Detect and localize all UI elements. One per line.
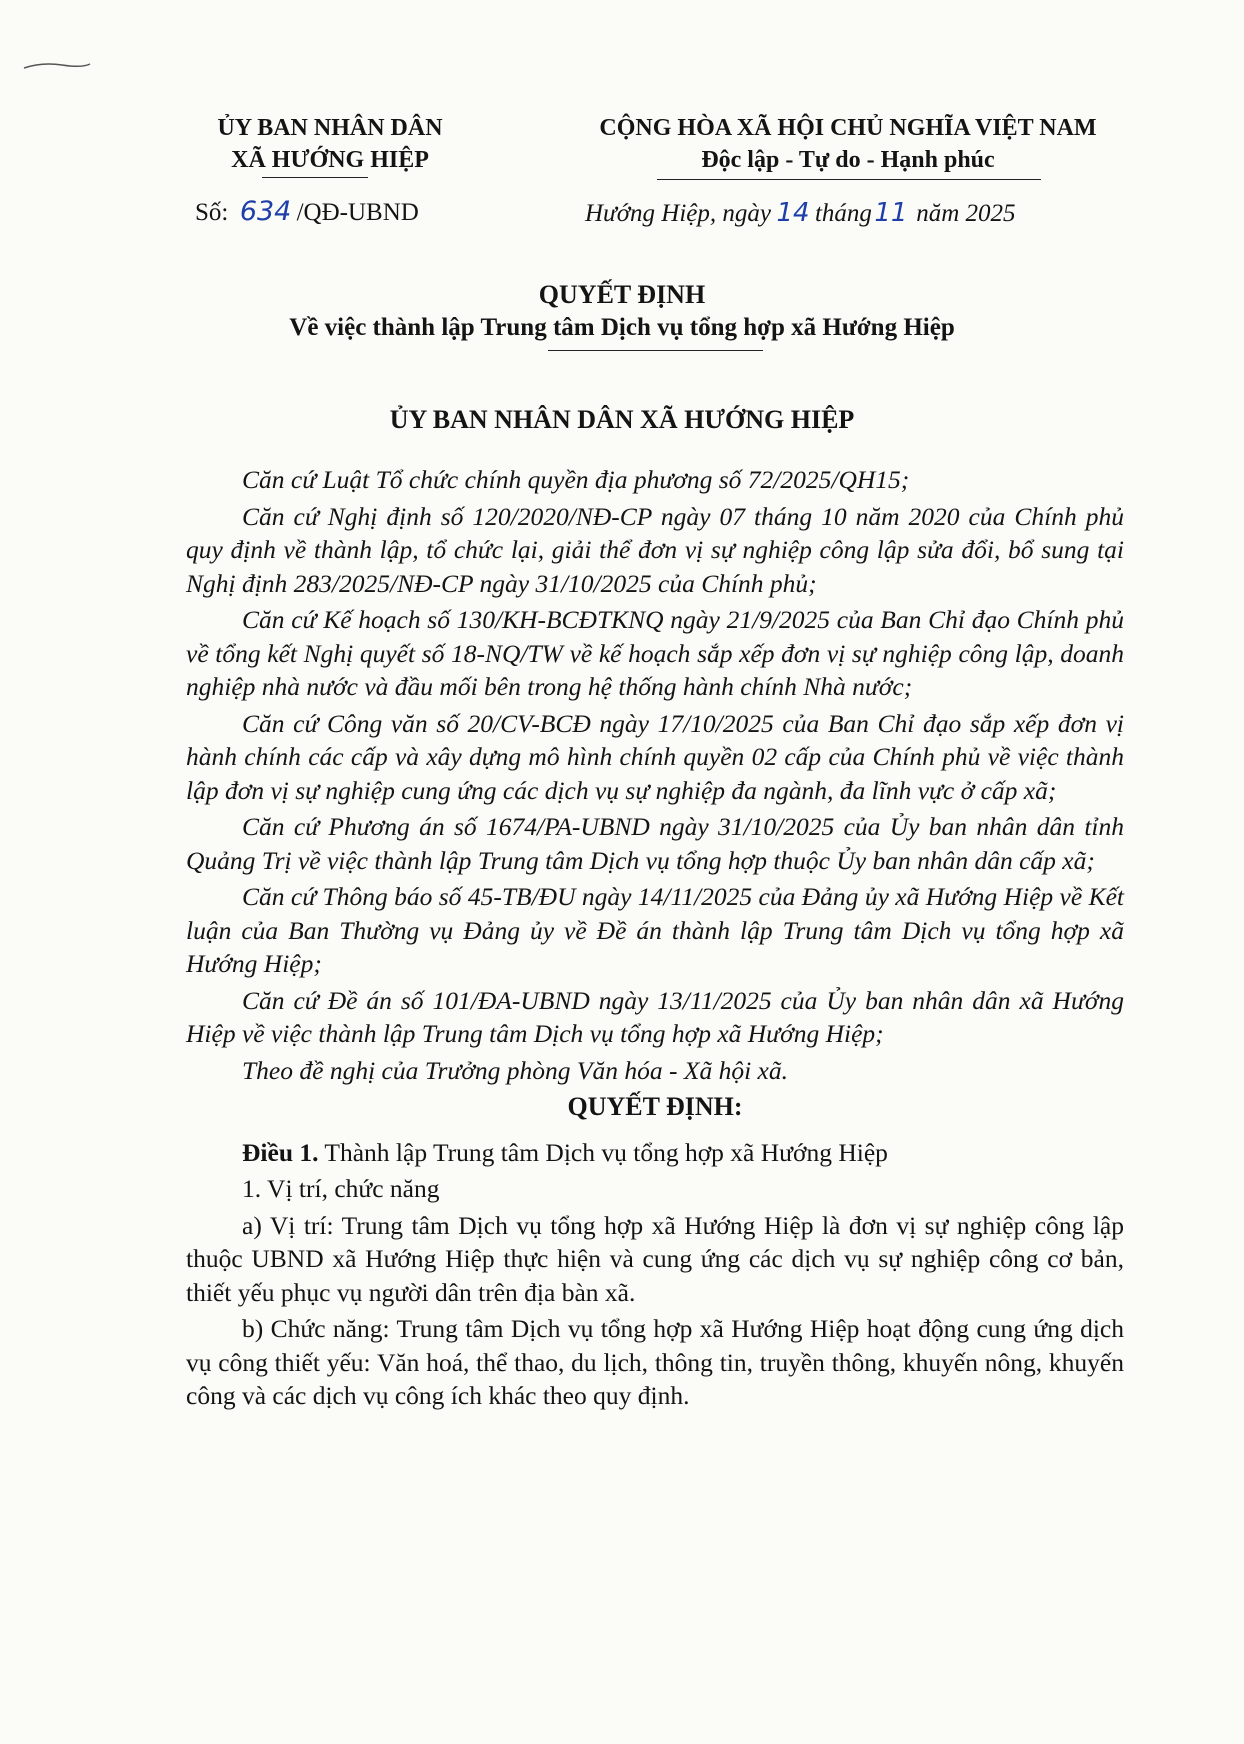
- decision-heading: QUYẾT ĐỊNH:: [567, 1092, 743, 1121]
- number-suffix: /QĐ-UBND: [296, 199, 419, 226]
- decision-authority: ỦY BAN NHÂN DÂN XÃ HƯỚNG HIỆP: [389, 405, 855, 434]
- date-month-label: tháng: [814, 200, 872, 227]
- subtitle-underline: [548, 350, 763, 351]
- authority-line-1: ỦY BAN NHÂN DÂN: [217, 115, 443, 141]
- article-1-item-a: a) Vị trí: Trung tâm Dịch vụ tổng hợp xã Hướng Hiệp là đơn vị sự nghiệp công lập thuộc UBND xã Hướng Hiệp thực hiện và cung ứng các dịch vụ sự nghiệp công cơ bản, thiết yếu phục vụ người dân trên địa bàn xã.: [186, 1210, 1124, 1307]
- country-name: CỘNG HÒA XÃ HỘI CHỦ NGHĨA VIỆT NAM: [599, 115, 1097, 141]
- article-1-section-1: 1. Vị trí, chức năng: [242, 1174, 440, 1203]
- handwritten-number: 634: [239, 196, 292, 227]
- document-body: [186, 463, 1124, 1416]
- handwritten-day: 14: [776, 198, 810, 228]
- proposal-line: Theo đề nghị của Trưởng phòng Văn hóa - Xã hội xã.: [242, 1055, 788, 1085]
- article-1-item-b: b) Chức năng: Trung tâm Dịch vụ tổng hợp xã Hướng Hiệp hoạt động cung ứng dịch vụ công thiết yếu: Văn hoá, thể thao, du lịch, thông tin, truyền thông, khuyến nông, khuyến công và các dịch vụ công ích khác theo quy định.: [186, 1314, 1124, 1410]
- motto-underline: [657, 179, 1041, 180]
- date-place: Hướng Hiệp, ngày: [585, 200, 771, 227]
- national-heading: [548, 112, 1148, 176]
- basis-item: Căn cứ Công văn số 20/CV-BCĐ ngày 17/10/2025 của Ban Chỉ đạo sắp xếp đơn vị hành chính các cấp và xây dựng mô hình chính quyền 02 cấp của Chính phủ về việc thành lập đơn vị sự nghiệp cung ứng các dịch vụ sự nghiệp đa ngành, đa lĩnh vực ở cấp xã;: [186, 708, 1124, 805]
- basis-item: Căn cứ Luật Tổ chức chính quyền địa phương số 72/2025/QH15;: [242, 465, 910, 494]
- basis-item: Căn cứ Đề án số 101/ĐA-UBND ngày 13/11/2025 của Ủy ban nhân dân xã Hướng Hiệp về việc thành lập Trung tâm Dịch vụ tổng hợp xã Hướng Hiệp;: [186, 985, 1124, 1048]
- basis-item: Căn cứ Thông báo số 45-TB/ĐU ngày 14/11/2025 của Đảng ủy xã Hướng Hiệp về Kết luận của Ban Thường vụ Đảng ủy về Đề án thành lập Trung tâm Dịch vụ tổng hợp xã Hướng Hiệp;: [186, 882, 1124, 978]
- authority-underline: [262, 177, 368, 178]
- motto: Độc lập - Tự do - Hạnh phúc: [701, 147, 995, 173]
- number-prefix: Số:: [195, 199, 229, 226]
- article-1-label: Điều 1.: [242, 1137, 319, 1167]
- document-number: [195, 196, 419, 227]
- issuing-authority: [170, 112, 490, 176]
- basis-item: Căn cứ Kế hoạch số 130/KH-BCĐTKNQ ngày 21/9/2025 của Ban Chỉ đạo Chính phủ về tổng kết Nghị quyết số 18-NQ/TW về kế hoạch sắp xếp đơn vị sự nghiệp công lập, doanh nghiệp nhà nước và đầu mối bên trong hệ thống hành chính Nhà nước;: [186, 605, 1124, 701]
- date-year: năm 2025: [916, 200, 1016, 227]
- document-title: QUYẾT ĐỊNH: [538, 280, 706, 309]
- issue-date: [585, 198, 1016, 228]
- basis-item: Căn cứ Nghị định số 120/2020/NĐ-CP ngày 07 tháng 10 năm 2020 của Chính phủ quy định về thành lập, tổ chức lại, giải thể đơn vị sự nghiệp công lập sửa đổi, bổ sung tại Nghị định 283/2025/NĐ-CP ngày 31/10/2025 của Chính phủ;: [186, 501, 1124, 598]
- article-1: [186, 1136, 1124, 1170]
- basis-item: Căn cứ Phương án số 1674/PA-UBND ngày 31/10/2025 của Ủy ban nhân dân tỉnh Quảng Trị về việc thành lập Trung tâm Dịch vụ tổng hợp thuộc Ủy ban nhân dân cấp xã;: [186, 812, 1124, 875]
- document-subtitle: Về việc thành lập Trung tâm Dịch vụ tổng hợp xã Hướng Hiệp: [289, 314, 955, 341]
- article-1-text: Thành lập Trung tâm Dịch vụ tổng hợp xã Hướng Hiệp: [318, 1137, 888, 1167]
- authority-line-2: XÃ HƯỚNG HIỆP: [231, 147, 429, 173]
- handwritten-month: 11: [874, 198, 908, 228]
- scan-mark: [22, 58, 92, 72]
